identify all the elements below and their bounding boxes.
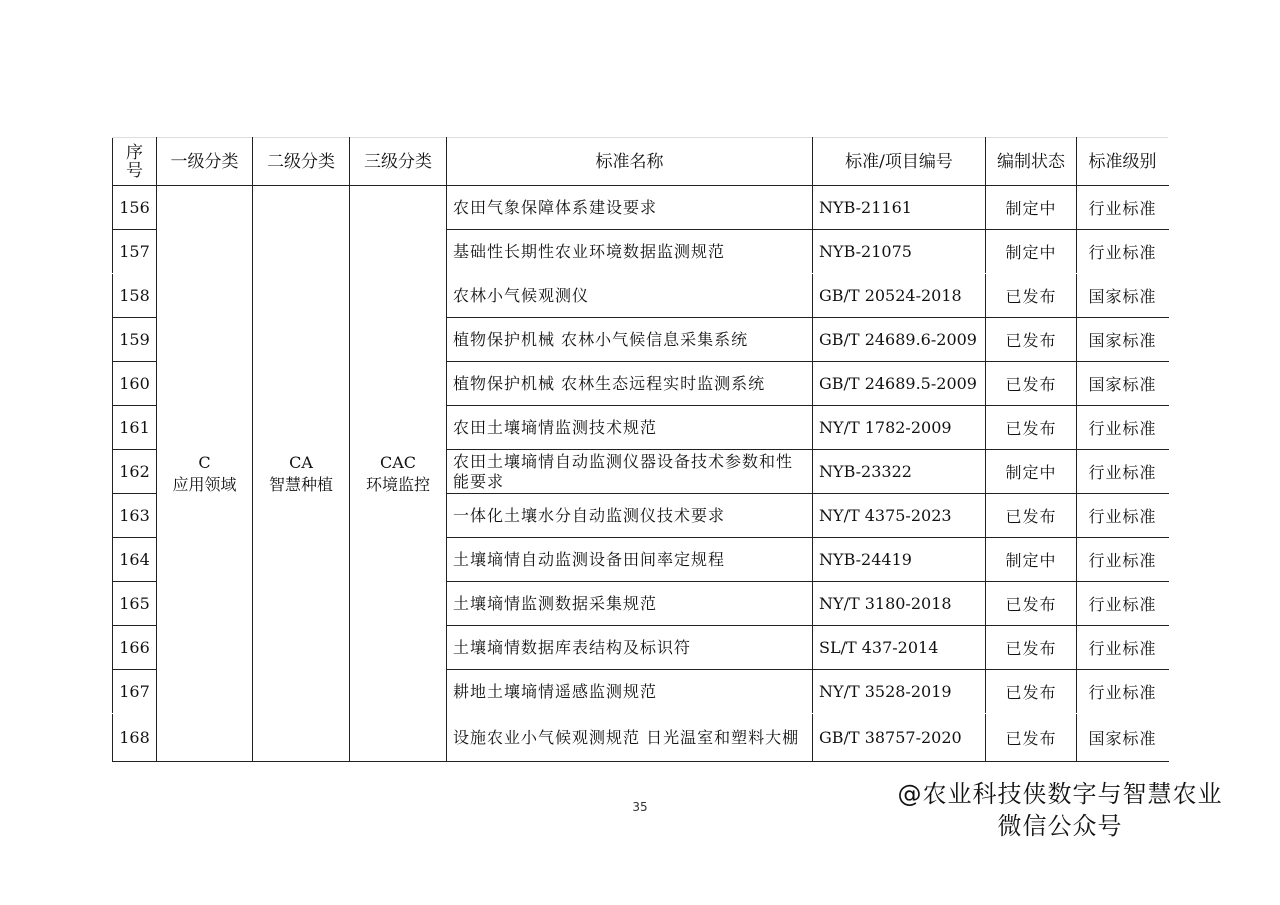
standard-code: NY/T 1782-2009: [813, 406, 986, 450]
grade: 行业标准: [1077, 450, 1169, 494]
status: 制定中: [986, 450, 1077, 494]
standard-code: GB/T 24689.6-2009: [813, 318, 986, 362]
row-number: 156: [113, 186, 157, 230]
standard-name: 土壤墒情数据库表结构及标识符: [447, 626, 813, 670]
standard-code: GB/T 24689.5-2009: [813, 362, 986, 406]
status: 制定中: [986, 538, 1077, 582]
level3-category-cell: [350, 186, 447, 762]
standard-code: SL/T 437-2014: [813, 626, 986, 670]
standard-code: NY/T 3528-2019: [813, 670, 986, 714]
status: 已发布: [986, 714, 1077, 762]
level1-code: C: [198, 452, 211, 472]
header-index: 序 号: [113, 138, 157, 186]
grade: 行业标准: [1077, 670, 1169, 714]
standard-name: 植物保护机械 农林小气候信息采集系统: [447, 318, 813, 362]
header-grade: 标准级别: [1077, 138, 1169, 186]
standard-name: 农田气象保障体系建设要求: [447, 186, 813, 230]
table-header-row: [113, 138, 1169, 186]
standard-name: 农田土壤墒情自动监测仪器设备技术参数和性能要求: [447, 450, 813, 494]
standard-code: NYB-23322: [813, 450, 986, 494]
status: 已发布: [986, 362, 1077, 406]
header-level1: 一级分类: [157, 138, 253, 186]
level1-category-cell: [157, 186, 253, 762]
standard-code: NY/T 3180-2018: [813, 582, 986, 626]
page-number: 35: [632, 800, 648, 814]
header-level2: 二级分类: [253, 138, 350, 186]
watermark-line1: @农业科技侠数字与智慧农业: [897, 780, 1223, 808]
standard-code: NYB-21161: [813, 186, 986, 230]
status: 已发布: [986, 670, 1077, 714]
status: 制定中: [986, 186, 1077, 230]
header-status: 编制状态: [986, 138, 1077, 186]
row-number: 158: [113, 274, 157, 318]
row-number: 167: [113, 670, 157, 714]
row-number: 166: [113, 626, 157, 670]
status: 已发布: [986, 274, 1077, 318]
grade: 行业标准: [1077, 186, 1169, 230]
row-number: 164: [113, 538, 157, 582]
status: 制定中: [986, 230, 1077, 274]
header-level3: 三级分类: [350, 138, 447, 186]
level3-code: CAC: [379, 452, 417, 472]
standard-name: 农田土壤墒情监测技术规范: [447, 406, 813, 450]
standard-name: 农林小气候观测仪: [447, 274, 813, 318]
standard-name: 土壤墒情监测数据采集规范: [447, 582, 813, 626]
level2-name: 智慧种植: [268, 474, 333, 494]
grade: 国家标准: [1077, 318, 1169, 362]
row-number: 163: [113, 494, 157, 538]
standard-name: 设施农业小气候观测规范 日光温室和塑料大棚: [447, 714, 813, 762]
watermark-line2: 微信公众号: [997, 812, 1123, 840]
grade: 国家标准: [1077, 274, 1169, 318]
status: 已发布: [986, 626, 1077, 670]
status: 已发布: [986, 406, 1077, 450]
standard-name: 土壤墒情自动监测设备田间率定规程: [447, 538, 813, 582]
row-number: 162: [113, 450, 157, 494]
watermark: [880, 778, 1240, 842]
grade: 行业标准: [1077, 582, 1169, 626]
header-code: 标准/项目编号: [813, 138, 986, 186]
table-row: [113, 186, 1169, 230]
level2-code: CA: [289, 452, 313, 472]
standard-code: NYB-24419: [813, 538, 986, 582]
grade: 行业标准: [1077, 230, 1169, 274]
grade: 国家标准: [1077, 714, 1169, 762]
standard-code: GB/T 20524-2018: [813, 274, 986, 318]
standard-name: 一体化土壤水分自动监测仪技术要求: [447, 494, 813, 538]
row-number: 165: [113, 582, 157, 626]
status: 已发布: [986, 494, 1077, 538]
grade: 国家标准: [1077, 362, 1169, 406]
grade: 行业标准: [1077, 406, 1169, 450]
standard-code: GB/T 38757-2020: [813, 714, 986, 762]
row-number: 157: [113, 230, 157, 274]
grade: 行业标准: [1077, 494, 1169, 538]
standard-code: NY/T 4375-2023: [813, 494, 986, 538]
level1-name: 应用领域: [172, 474, 237, 494]
row-number: 160: [113, 362, 157, 406]
standard-code: NYB-21075: [813, 230, 986, 274]
standards-table: [112, 137, 1169, 762]
standard-name: 植物保护机械 农林生态远程实时监测系统: [447, 362, 813, 406]
status: 已发布: [986, 318, 1077, 362]
row-number: 161: [113, 406, 157, 450]
grade: 行业标准: [1077, 626, 1169, 670]
level2-category-cell: [253, 186, 350, 762]
row-number: 168: [113, 714, 157, 762]
standard-name: 耕地土壤墒情遥感监测规范: [447, 670, 813, 714]
header-name: 标准名称: [447, 138, 813, 186]
grade: 行业标准: [1077, 538, 1169, 582]
row-number: 159: [113, 318, 157, 362]
level3-name: 环境监控: [365, 474, 430, 494]
standard-name: 基础性长期性农业环境数据监测规范: [447, 230, 813, 274]
status: 已发布: [986, 582, 1077, 626]
